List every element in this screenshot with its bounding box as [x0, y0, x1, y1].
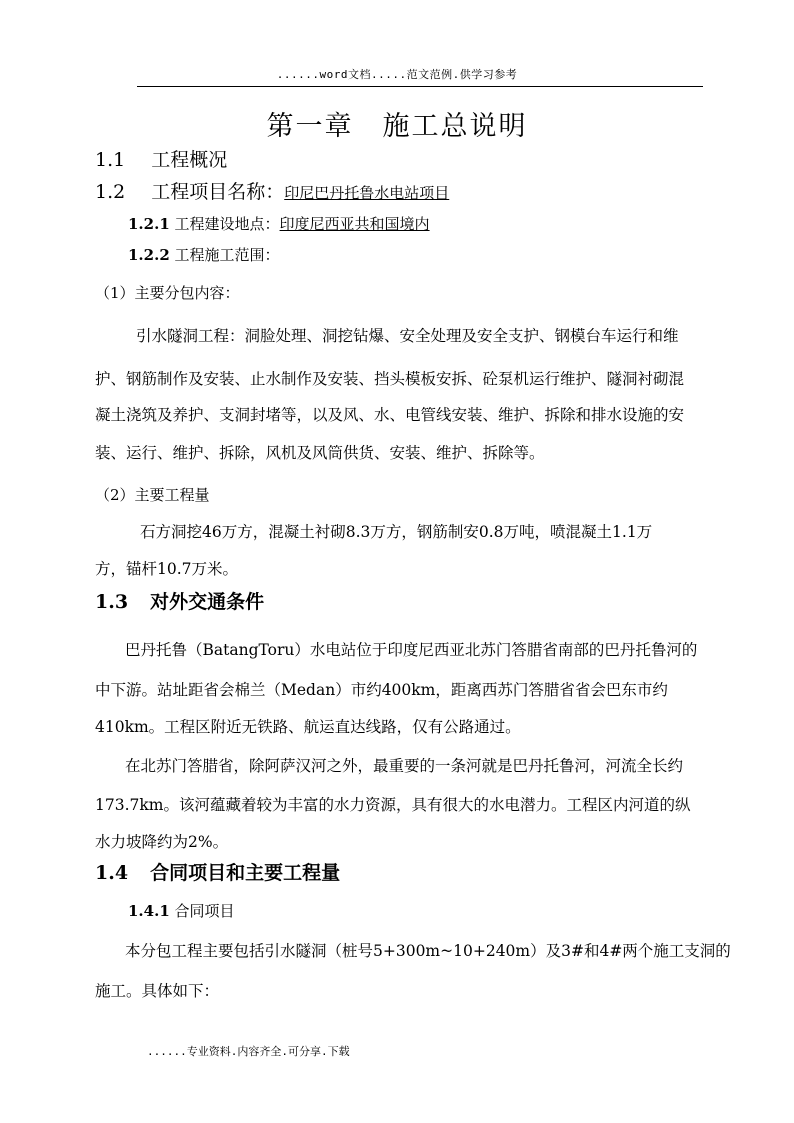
chapter-title: 第一章 施工总说明: [266, 111, 528, 142]
section-number: 1.2.1: [128, 215, 170, 233]
section-label: 工程项目名称：: [151, 181, 285, 203]
paragraph-line: 410km。工程区附近无铁路、航运直达线路，仅有公路通过。: [95, 718, 521, 736]
section-1-4-1: [128, 900, 235, 921]
paragraph-line: 护、钢筋制作及安装、止水制作及安装、挡头模板安拆、砼泵机运行维护、隧洞衬砌混: [95, 370, 685, 388]
section-1-4: [95, 858, 340, 885]
paragraph-line: 石方洞挖46万方，混凝土衬砌8.3万方，钢筋制安0.8万吨，喷混凝土1.1万: [140, 523, 653, 541]
paragraph-line: 施工。具体如下：: [95, 982, 220, 1000]
section-number: 1.4.1: [128, 902, 170, 920]
section-number: 1.1: [95, 149, 126, 171]
section-number: 1.4: [95, 862, 129, 884]
site-location: 印度尼西亚共和国境内: [279, 215, 430, 233]
page-header: ......word文档.....范文范例.供学习参考: [276, 68, 518, 81]
paragraph-line: 中下游。站址距省会棉兰（Medan）市约400km，距离西苏门答腊省省会巴东市约: [95, 681, 668, 699]
section-1-2-2: [128, 244, 280, 265]
section-1-2: [95, 177, 449, 204]
paragraph-line: 本分包工程主要包括引水隧洞（桩号5+300m~10+240m）及3#和4#两个施工支洞的: [125, 942, 731, 960]
section-1-2-1: [128, 213, 430, 234]
section-number: 1.3: [95, 591, 129, 613]
paragraph-line: 凝土浇筑及养护、支洞封堵等，以及风、水、电管线安装、维护、拆除和排水设施的安: [95, 406, 685, 424]
paragraph-line: 引水隧洞工程：洞脸处理、洞挖钻爆、安全处理及安全支护、钢模台车运行和维: [136, 327, 679, 345]
section-label: 工程施工范围：: [169, 246, 280, 264]
section-label: 工程概况: [151, 149, 228, 171]
paragraph-line: 水力坡降约为2%。: [95, 833, 229, 851]
project-name: 印尼巴丹托鲁水电站项目: [284, 184, 450, 202]
section-number: 1.2: [95, 181, 126, 203]
item-2-heading: （2）主要工程量: [95, 486, 210, 504]
paragraph-line: 巴丹托鲁（BatangToru）水电站位于印度尼西亚北苏门答腊省南部的巴丹托鲁河的: [125, 641, 698, 659]
paragraph-line: 装、运行、维护、拆除，风机及风筒供货、安装、维护、拆除等。: [95, 444, 545, 462]
section-label: 工程建设地点：: [169, 215, 280, 233]
section-1-1: [95, 145, 227, 172]
header-rule: [137, 86, 703, 87]
item-1-heading: （1）主要分包内容：: [95, 284, 240, 302]
section-label: 合同项目: [169, 902, 235, 920]
section-1-3: [95, 587, 264, 614]
paragraph-line: 在北苏门答腊省，除阿萨汉河之外，最重要的一条河就是巴丹托鲁河，河流全长约: [125, 757, 684, 775]
section-label: 合同项目和主要工程量: [150, 862, 341, 884]
section-number: 1.2.2: [128, 246, 170, 264]
page-footer: ......专业资料.内容齐全.可分享.下载: [147, 1045, 350, 1058]
paragraph-line: 方，锚杆10.7万米。: [95, 560, 239, 578]
paragraph-line: 173.7km。该河蕴藏着较为丰富的水力资源，具有很大的水电潜力。工程区内河道的纵: [95, 796, 691, 814]
section-label: 对外交通条件: [150, 591, 265, 613]
